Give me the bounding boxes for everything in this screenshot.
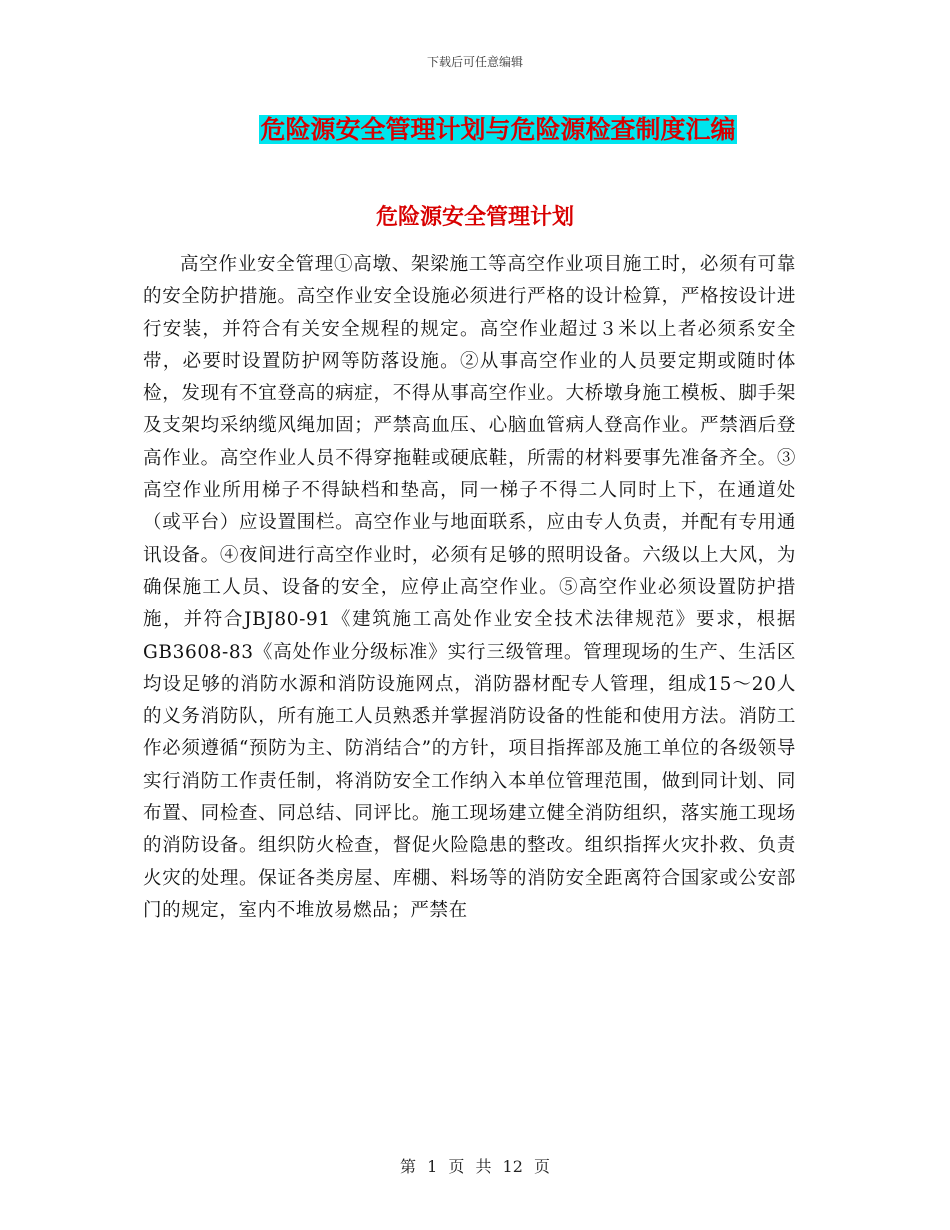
page-number: 第 1 页 共 12 页 <box>400 1157 550 1176</box>
body-paragraph: 高空作业安全管理①高墩、架梁施工等高空作业项目施工时，必须有可靠的安全防护措施。高空作业安全设施必须进行严格的设计检算，严格按设计进行安装，并符合有关安全规程的规定。高空作业超过３米以上者必须系安全带，必要时设置防护网等防落设施。②从事高空作业的人员要定期或随时体检，发现有不宜登高的病症，不得从事高空作业。大桥墩身施工模板、脚手架及支架均采纳缆风绳加固；严禁高血压、心脑血管病人登高作业。严禁酒后登高作业。高空作业人员不得穿拖鞋或硬底鞋，所需的材料要事先准备齐全。③高空作业所用梯子不得缺档和垫高，同一梯子不得二人同时上下，在通道处（或平台）应设置围栏。高空作业与地面联系，应由专人负责，并配有专用通讯设备。④夜间进行高空作业时，必须有足够的照明设备。六级以上大风，为确保施工人员、设备的安全，应停止高空作业。⑤高空作业必须设置防护措施，并符合JBJ80-91《建筑施工高处作业安全技术法律规范》要求，根据GB3608-83《高处作业分级标准》实行三级管理。管理现场的生产、生活区均设足够的消防水源和消防设施网点，消防器材配专人管理，组成15～20人的义务消防队，所有施工人员熟悉并掌握消防设备的性能和使用方法。消防工作必须遵循“预防为主、防消结合”的方针，项目指挥部及施工单位的各级领导实行消防工作责任制，将消防安全工作纳入本单位管理范围，做到同计划、同布置、同检查、同总结、同评比。施工现场建立健全消防组织，落实施工现场的消防设备。组织防火检查，督促火险隐患的整改。组织指挥火灾扑救、负责火灾的处理。保证各类房屋、库棚、料场等的消防安全距离符合国家或公安部门的规定，室内不堆放易燃品；严禁在 <box>143 254 796 921</box>
section-title: 危险源安全管理计划 <box>375 204 574 230</box>
document-title-text: 危险源安全管理计划与危险源检查制度汇编 <box>260 115 736 144</box>
document-title <box>0 113 950 147</box>
header-note: 下载后可任意编辑 <box>426 55 523 69</box>
